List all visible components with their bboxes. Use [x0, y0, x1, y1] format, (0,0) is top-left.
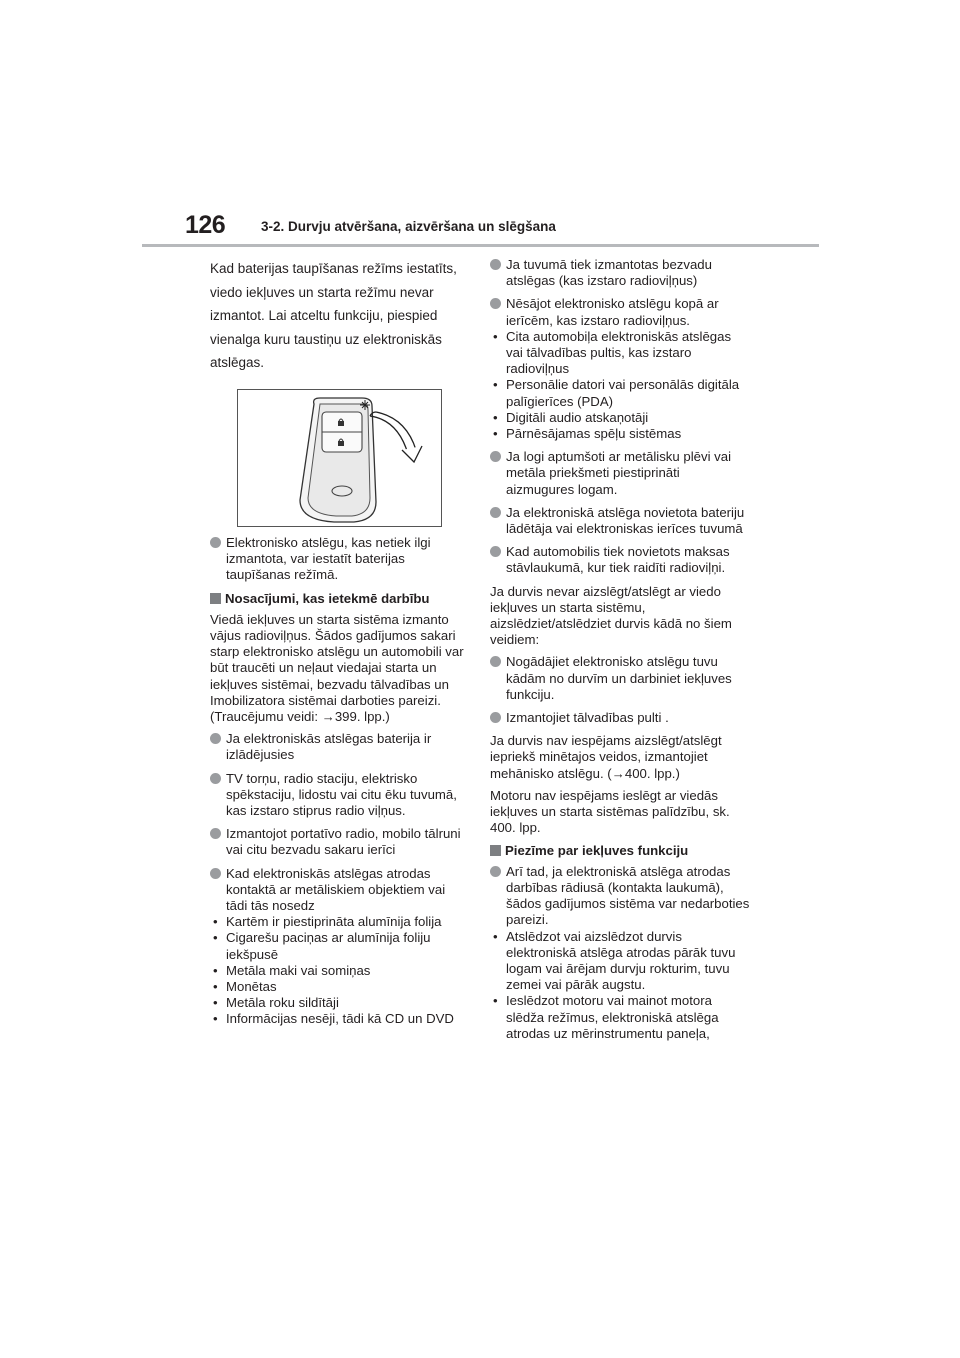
sub-item: • Cigarešu paciņas ar alumīnija foliju iekšpusē [213, 930, 431, 962]
paragraph: Motoru nav iespējams ieslēgt ar viedās iekļuves un starta sistēmas palīdzību, sk. 400. lpp. [490, 787, 730, 836]
sub-item: • Cita automobiļa elektroniskās atslēgas vai tālvadības pultis, kas izstaro radioviļņus [493, 328, 732, 377]
sub-item: • Metāla roku sildītāji [213, 995, 339, 1011]
bullet-dot-icon [490, 656, 501, 667]
paragraph: Ja durvis nevar aizslēgt/atslēgt ar viedo iekļuves un starta sistēmu, aizslēdziet/atslēdziet durvis kādā no šiem veidiem: [490, 583, 732, 648]
bullet-item: TV torņu, radio staciju, elektrisko spēkstaciju, lidostu vai citu ēku tuvumā, kas izstaro stiprus radio viļņus. [210, 771, 470, 820]
bullet-item: Kad automobilis tiek novietots maksas stāvlaukumā, kur tiek raidīti radioviļņi. [490, 544, 750, 576]
bullet-dot-icon [490, 451, 501, 462]
header-rule [142, 244, 819, 247]
intro-paragraph: Kad baterijas taupīšanas režīms iestatīts, viedo iekļuves un starta režīmu nevar izmantot. Lai atceltu funkciju, piespied vienalga kuru taustiņu uz elektroniskās atslēgas. [210, 261, 457, 371]
sub-item: • Monētas [213, 979, 277, 995]
bullet-dot-icon [490, 259, 501, 270]
bullet-item: Ja elektroniskās atslēgas baterija ir izlādējusies [210, 731, 470, 763]
bullet-dot-icon [490, 507, 501, 518]
bullet-item: Arī tad, ja elektroniskā atslēga atrodas darbības rādiusā (kontakta laukumā), šādos gadījumos sistēma var nedarboties pareizi. [490, 864, 750, 929]
bullet-dot-icon [490, 712, 501, 723]
bullet-item: Nēsājot elektronisko atslēgu kopā ar ierīcēm, kas izstaro radioviļņus. [490, 296, 750, 328]
left-column [210, 257, 470, 1035]
sub-item: • Personālie datori vai personālās digitāla palīgierīces (PDA) [493, 377, 740, 409]
bullet-item: Ja logi aptumšoti ar metālisku plēvi vai metāla priekšmeti piestiprināti aizmugures logam. [490, 449, 750, 498]
section-heading: Piezīme par iekļuves funkciju [490, 843, 750, 859]
bullet-dot-icon [210, 868, 221, 879]
right-column [490, 257, 750, 1049]
bullet-dot-icon [210, 828, 221, 839]
sub-item: • Kartēm ir piestiprināta alumīnija folija [213, 914, 442, 930]
sub-list [490, 329, 750, 442]
sub-list [210, 914, 470, 1027]
sub-item: • Informācijas nesēji, tādi kā CD un DVD [213, 1011, 454, 1027]
square-marker-icon [210, 593, 221, 604]
sub-item: • Pārnēsājamas spēļu sistēmas [493, 426, 682, 442]
sub-item: • Ieslēdzot motoru vai mainot motora slēdža režīmus, elektroniskā atslēga atrodas uz mērinstrumentu paneļa, [493, 993, 719, 1041]
bullet-dot-icon [490, 298, 501, 309]
key-illustration [237, 389, 442, 527]
bullet-item: Nogādājiet elektronisko atslēgu tuvu kādām no durvīm un darbiniet iekļuves funkciju. [490, 654, 750, 703]
bullet-dot-icon [210, 537, 221, 548]
electronic-key-icon [238, 390, 441, 526]
bullet-item: Elektronisko atslēgu, kas netiek ilgi izmantota, var iestatīt baterijas taupīšanas režīmā. [210, 535, 470, 584]
bullet-item: Kad elektroniskās atslēgas atrodas kontaktā ar metāliskiem objektiem vai tādi tās nosedz [210, 866, 470, 915]
bullet-item: Izmantojot portatīvo radio, mobilo tālruni vai citu bezvadu sakaru ierīci [210, 826, 470, 858]
paragraph: Ja durvis nav iespējams aizslēgt/atslēgt iepriekš minētajos veidos, izmantojiet mehānisko atslēgu. (→400. lpp.) [490, 733, 722, 781]
sub-item: • Metāla maki vai somiņas [213, 962, 371, 978]
square-marker-icon [490, 845, 501, 856]
bullet-item: Ja elektroniskā atslēga novietota bateriju lādētāja vai elektroniskas ierīces tuvumā [490, 505, 750, 537]
bullet-dot-icon [490, 866, 501, 877]
paragraph: Viedā iekļuves un starta sistēma izmanto vājus radioviļņus. Šādos gadījumos sakari starp elektronisko atslēgu un automobili var būt traucēti un neļaut viedajai starta un iekļuves sistēmai, bezvadu tālvadības un Imobilizatora sistēmai darboties pareizi. (Traucējumu veidi: →399. lpp.) [210, 611, 464, 724]
bullet-dot-icon [210, 773, 221, 784]
chapter-title: 3-2. Durvju atvēršana, aizvēršana un slēgšana [261, 219, 556, 234]
bullet-dot-icon [490, 546, 501, 557]
sub-item: • Digitāli audio atskaņotāji [493, 409, 649, 425]
section-heading: Nosacījumi, kas ietekmē darbību [210, 591, 470, 607]
sub-item: • Atslēdzot vai aizslēdzot durvis elektroniskā atslēga atrodas pārāk tuvu logam vai ārējam durvju rokturim, tuvu zemei vai pārāk augstu. [493, 928, 736, 993]
bullet-item: Izmantojiet tālvadības pulti . [490, 710, 750, 726]
bullet-item: Ja tuvumā tiek izmantotas bezvadu atslēgas (kas izstaro radioviļņus) [490, 257, 750, 289]
page-number: 126 [185, 211, 226, 239]
sub-list [490, 929, 750, 1042]
bullet-dot-icon [210, 733, 221, 744]
